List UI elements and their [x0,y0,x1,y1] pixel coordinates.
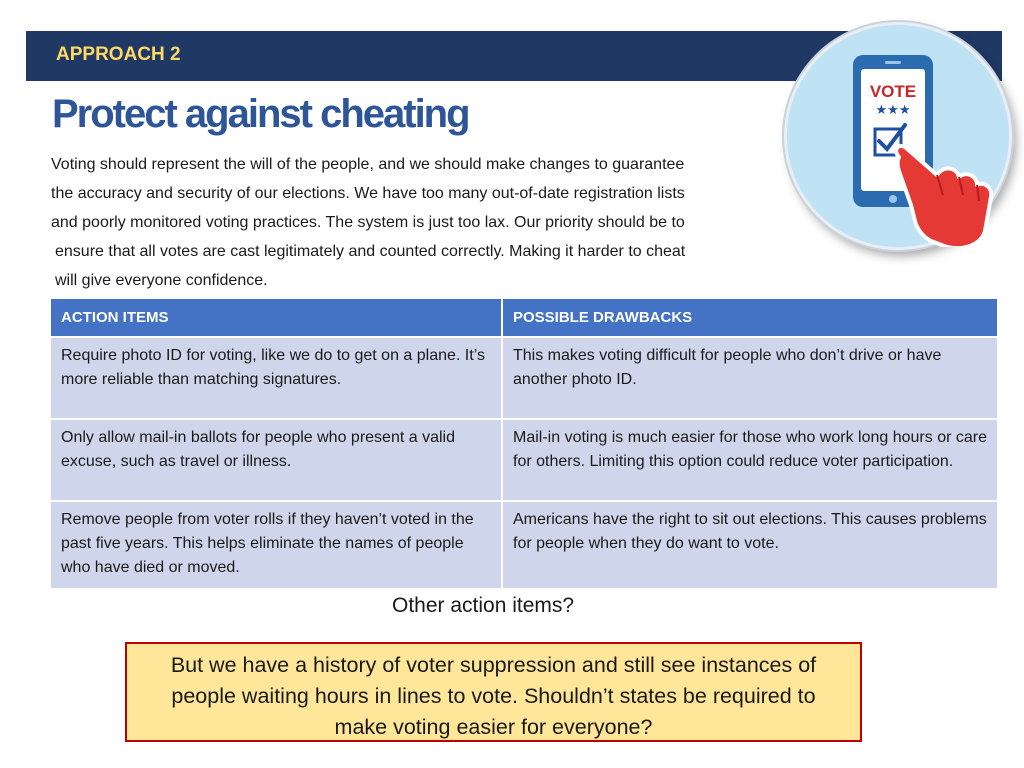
page-title: Protect against cheating [52,92,469,136]
vote-phone-icon [787,25,1009,247]
drawback-cell: Americans have the right to sit out elections. This causes problems for people when they do want to vote. [502,501,998,589]
header-possible-drawbacks: POSSIBLE DRAWBACKS [502,298,998,337]
callout-line: make voting easier for everyone? [334,715,653,739]
intro-line: Voting should represent the will of the people, and we should make changes to guarantee [51,156,685,173]
vote-phone-illustration [784,22,1012,250]
action-cell: Require photo ID for voting, like we do to get on a plane. It’s more reliable than matching signatures. [50,337,502,419]
table-row [50,337,998,419]
drawback-cell: This makes voting difficult for people who don’t drive or have another photo ID. [502,337,998,419]
table-row [50,419,998,501]
approach-label: APPROACH 2 [56,44,181,65]
intro-line: and poorly monitored voting practices. The system is just too lax. Our priority should be to [51,214,685,231]
table-header-row [50,298,998,337]
intro-line: will give everyone confidence. [55,272,268,289]
counterpoint-callout [125,642,862,742]
stars-icon: ★★★ [875,103,911,118]
intro-line: the accuracy and security of our elections. We have too many out-of-date registration lists [51,185,685,202]
table-row [50,501,998,589]
action-cell: Remove people from voter rolls if they haven’t voted in the past five years. This helps eliminate the names of people who have died or moved. [50,501,502,589]
action-items-table [49,297,999,590]
other-action-items-prompt: Other action items? [392,594,575,617]
vote-text: VOTE [869,82,917,101]
callout-line: people waiting hours in lines to vote. Shouldn’t states be required to [171,684,816,708]
drawback-cell: Mail-in voting is much easier for those who work long hours or care for others. Limiting this option could reduce voter participation. [502,419,998,501]
callout-line: But we have a history of voter suppression and still see instances of [170,653,817,677]
pointing-hand-icon [896,146,991,247]
action-cell: Only allow mail-in ballots for people who present a valid excuse, such as travel or illness. [50,419,502,501]
intro-line: ensure that all votes are cast legitimately and counted correctly. Making it harder to cheat [55,243,686,260]
intro-paragraph [51,150,811,295]
header-action-items: ACTION ITEMS [50,298,502,337]
